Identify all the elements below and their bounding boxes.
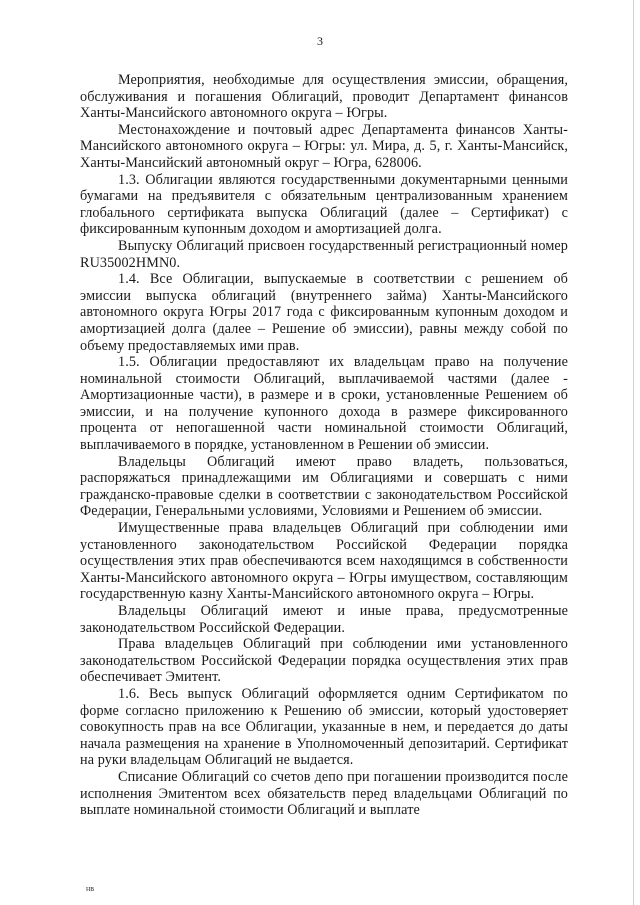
- paragraph: Мероприятия, необходимые для осуществления эмиссии, обращения, обслуживания и погашения Облигаций, проводит Департамент финансов Ханты-Мансийского автономного округа – Югры.: [80, 72, 568, 122]
- paragraph: Права владельцев Облигаций при соблюдении ими установленного законодательством Российской Федерации порядка осуществления этих прав обеспечивает Эмитент.: [80, 636, 568, 686]
- body-text: [80, 72, 568, 819]
- paragraph: Списание Облигаций со счетов депо при погашении производится после исполнения Эмитентом всех обязательств перед владельцами Облигаций по выплате номинальной стоимости Облигаций и выплате: [80, 768, 568, 819]
- page-number: 3: [317, 34, 323, 48]
- paragraph: Имущественные права владельцев Облигаций при соблюдении ими установленного законодательством Российской Федерации порядка осуществления этих прав обеспечиваются всем находящимся в собственности Ханты-Мансийского автономного округа – Югры имуществом, составляющим государственную казну Ханты-Мансийского автономного округа – Югры.: [80, 520, 568, 603]
- paragraph: Владельцы Облигаций имеют право владеть, пользоваться, распоряжаться принадлежащими им Облигациями и совершать с ними гражданско-правовые сделки в соответствии с законодательством Российской Федерации, Генеральными условиями, Условиями и Решением об эмиссии.: [80, 453, 568, 520]
- footer-initials: нв: [86, 884, 95, 893]
- paragraph: 1.3. Облигации являются государственными документарными ценными бумагами на предъявителя с обязательным централизованным хранением глобального сертификата выпуска Облигаций (далее – Сертификат) с фиксированным купонным доходом и амортизацией долга.: [80, 171, 568, 238]
- paragraph: 1.5. Облигации предоставляют их владельцам право на получение номинальной стоимости Облигаций, выплачиваемой частями (далее - Амортизационные части), в размере и в сроки, установленные Решением об эмиссии, и на получение купонного дохода в размере фиксированного процента от непогашенной части номинальной стоимости Облигаций, выплачиваемого в порядке, установленном в Решении об эмиссии.: [80, 354, 568, 454]
- paragraph: 1.4. Все Облигации, выпускаемые в соответствии с решением об эмиссии выпуска облигаций (внутреннего займа) Ханты-Мансийского автономного округа Югры 2017 года с фиксированным купонным доходом и амортизацией долга (далее – Решение об эмиссии), равны между собой по объему предоставляемых ими прав.: [80, 271, 568, 354]
- paragraph: 1.6. Весь выпуск Облигаций оформляется одним Сертификатом по форме согласно приложению к Решению об эмиссии, который удостоверяет совокупность прав на все Облигации, указанные в нем, и передается до даты начала размещения на хранение в Уполномоченный депозитарий. Сертификат на руки владельцам Облигаций не выдается.: [80, 685, 568, 769]
- paragraph: Владельцы Облигаций имеют и иные права, предусмотренные законодательством Российской Федерации.: [80, 603, 568, 636]
- paragraph: Выпуску Облигаций присвоен государственный регистрационный номер RU35002HMN0.: [80, 237, 568, 271]
- scan-edge: [633, 0, 634, 905]
- paragraph: Местонахождение и почтовый адрес Департамента финансов Ханты-Мансийского автономного округа – Югры: ул. Мира, д. 5, г. Ханты-Мансийск, Ханты-Мансийский автономный округ – Югра, 628006.: [80, 121, 568, 171]
